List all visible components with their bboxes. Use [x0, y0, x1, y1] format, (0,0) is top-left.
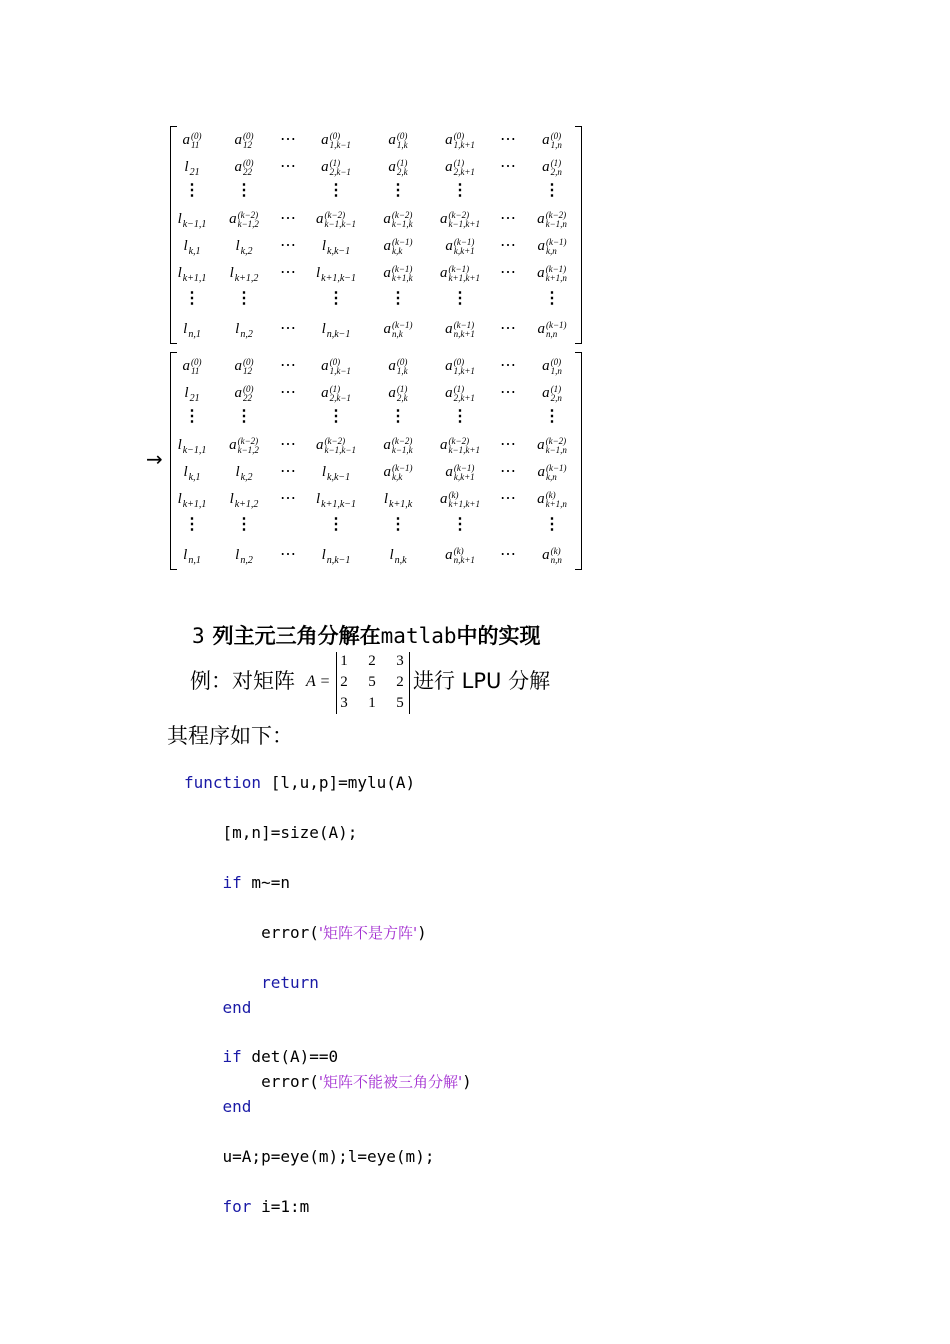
matrix-entry: ⋮ [452, 182, 468, 199]
example-matrix-entry: 1 [340, 653, 348, 669]
transform-arrow: → [146, 447, 163, 471]
matrix-entry: $l_{n,k}$ [389, 547, 407, 566]
code-text: [l,u,p]=mylu(A) [261, 773, 416, 792]
matrix-entry: a (1) 2,n [542, 157, 562, 177]
matrix-entry: a (k−2) k−1,k−1 [316, 435, 356, 455]
code-text: det(A)==0 [241, 1047, 339, 1066]
matrix-entry: ⋯ [500, 357, 516, 374]
matrix-entry: ⋮ [184, 408, 200, 425]
code-text [184, 998, 223, 1017]
matrix-entry: ⋮ [184, 182, 200, 199]
matrix-entry: $l_{21}$ [184, 159, 200, 178]
example-matrix-entry: 1 [368, 695, 376, 711]
matrix-entry: a (k) n,n [542, 545, 562, 565]
matrix-entry: $l_{n,1}$ [183, 321, 201, 340]
matrix-entry: $l_{k+1,k}$ [383, 491, 413, 510]
matrix-entry: ⋮ [452, 408, 468, 425]
matrix-entry: $l_{n,1}$ [183, 547, 201, 566]
code-text: [m,n]=size(A); [184, 823, 358, 842]
matrix-entry: a (1) 2,k+1 [445, 157, 475, 177]
matrix-entry: $l_{n,k-1}$ [321, 321, 351, 340]
matrix-entry: a (0) 11 [182, 130, 202, 150]
matrix-entry: a (k−2) k−1,k+1 [440, 435, 480, 455]
matrix-entry: ⋮ [328, 408, 344, 425]
matrix-entry: $l_{n,k-1}$ [321, 547, 351, 566]
matrix-entry: a (0) 12 [234, 356, 254, 376]
matrix-before [170, 126, 582, 344]
matrix-entry: ⋮ [544, 182, 560, 199]
matrix-entry: $l_{k+1,2}$ [229, 265, 259, 284]
matrix-row [170, 286, 582, 312]
matrix-row [170, 380, 582, 406]
matrix-entry: ⋮ [452, 516, 468, 533]
matrix-entry: a (0) 1,k−1 [321, 130, 351, 150]
matrix-entry: ⋯ [500, 436, 516, 453]
matrix-entry: $l_{k,1}$ [183, 464, 201, 483]
matrix-entry: a (k−1) k,k [383, 462, 413, 482]
matrix-entry: $l_{k-1,1}$ [177, 211, 207, 230]
example-matrix-row [337, 674, 409, 694]
example-matrix-entry: 2 [396, 674, 404, 690]
matrix-entry: a (k−2) k−1,k+1 [440, 209, 480, 229]
code-line [184, 823, 357, 843]
matrix-row [170, 206, 582, 232]
matrix-row [170, 260, 582, 286]
matrix-entry: ⋯ [500, 131, 516, 148]
code-line [184, 1147, 434, 1167]
matrix-entry: a (1) 2,n [542, 383, 562, 403]
matrix-entry: ⋯ [500, 490, 516, 507]
matrix-entry: $l_{k,2}$ [235, 464, 253, 483]
matrix-entry: a (k−1) n,n [537, 319, 567, 339]
matrix-a-label-text: A = [306, 673, 331, 690]
matrix-entry: a (k−1) k,k [383, 236, 413, 256]
matrix-entry: a (k−1) k,k+1 [445, 236, 475, 256]
code-line [184, 923, 427, 943]
code-keyword: if [222, 873, 242, 892]
matrix-entry: a (k) n,k+1 [445, 545, 475, 565]
heading-text-after: 中的实现 [456, 624, 541, 648]
matrix-entry: a (k−1) k+1,k [383, 263, 413, 283]
example-matrix-entry: 3 [396, 653, 404, 669]
matrix-entry: $l_{k+1,2}$ [229, 491, 259, 510]
code-line [184, 773, 415, 793]
matrix-entry: a (k−1) n,k+1 [445, 319, 475, 339]
matrix-entry: a (0) 22 [234, 383, 254, 403]
matrix-entry: a (k−1) k,n [537, 462, 567, 482]
matrix-entry: a (0) 1,k+1 [445, 130, 475, 150]
example-suffix: 进行 LPU 分解 [413, 669, 551, 693]
matrix-entry: ⋯ [500, 320, 516, 337]
example-prefix: 例：对矩阵 [190, 669, 295, 693]
matrix-a-label [306, 673, 330, 691]
matrix-entry: a (0) 1,k [388, 130, 408, 150]
matrix-entry: a (k−1) k+1,n [537, 263, 567, 283]
matrix-entry: ⋮ [236, 408, 252, 425]
matrix-entry: ⋯ [500, 210, 516, 227]
code-line [184, 973, 319, 993]
matrix-entry: ⋮ [328, 182, 344, 199]
matrix-row [170, 459, 582, 485]
matrix-row [170, 542, 582, 568]
code-text [184, 1097, 223, 1116]
matrix-entry: ⋯ [280, 490, 296, 507]
code-keyword: for [222, 1197, 252, 1216]
matrix-entry: a (1) 2,k [388, 157, 408, 177]
matrix-entry: $l_{k-1,1}$ [177, 437, 207, 456]
matrix-entry: $l_{k+1,1}$ [177, 491, 207, 510]
matrix-entry: a (0) 12 [234, 130, 254, 150]
code-text [184, 1197, 223, 1216]
matrix-after [170, 352, 582, 570]
matrix-entry: ⋯ [500, 237, 516, 254]
matrix-entry: a (1) 2,k−1 [321, 157, 351, 177]
matrix-entry: $l_{k,1}$ [183, 238, 201, 257]
matrix-entry: ⋮ [236, 182, 252, 199]
matrix-entry: $l_{n,2}$ [235, 547, 253, 566]
matrix-entry: $l_{k,k-1}$ [321, 464, 351, 483]
code-keyword: function [184, 773, 262, 792]
matrix-entry: ⋮ [236, 290, 252, 307]
matrix-entry: a (k) k+1,n [537, 489, 567, 509]
matrix-entry: ⋮ [390, 516, 406, 533]
code-line [184, 1197, 309, 1217]
matrix-row [170, 353, 582, 379]
matrix-entry: ⋮ [390, 182, 406, 199]
matrix-entry: $l_{k+1,1}$ [177, 265, 207, 284]
code-line [184, 998, 251, 1018]
code-text [184, 973, 261, 992]
matrix-entry: a (0) 22 [234, 157, 254, 177]
matrix-entry: ⋯ [280, 158, 296, 175]
example-matrix-entry: 2 [340, 674, 348, 690]
code-text: m~=n [241, 873, 290, 892]
matrix-entry: a (k−2) k−1,2 [229, 209, 259, 229]
example-matrix-entry: 3 [340, 695, 348, 711]
example-matrix-entry: 2 [368, 653, 376, 669]
example-matrix [336, 652, 410, 714]
heading-text-en: matlab [380, 624, 457, 648]
matrix-row [170, 178, 582, 204]
code-keyword: return [261, 973, 319, 992]
matrix-entry: ⋯ [280, 546, 296, 563]
code-text: u=A;p=eye(m);l=eye(m); [184, 1147, 435, 1166]
matrix-entry: ⋮ [184, 290, 200, 307]
matrix-entry: $l_{21}$ [184, 385, 200, 404]
matrix-entry: $l_{n,2}$ [235, 321, 253, 340]
matrix-entry: ⋮ [544, 290, 560, 307]
matrix-entry: ⋯ [500, 384, 516, 401]
matrix-entry: a (k−2) k−1,n [537, 435, 567, 455]
matrix-entry: ⋯ [280, 264, 296, 281]
matrix-entry: ⋮ [452, 290, 468, 307]
matrix-entry: $l_{k+1,k-1}$ [315, 491, 357, 510]
matrix-entry: ⋮ [236, 516, 252, 533]
matrix-entry: ⋮ [544, 516, 560, 533]
matrix-entry: ⋮ [390, 408, 406, 425]
code-text: i=1:m [251, 1197, 310, 1216]
matrix-entry: a (k−2) k−1,2 [229, 435, 259, 455]
matrix-entry: ⋯ [280, 131, 296, 148]
code-line [184, 873, 290, 893]
code-text: error( [184, 923, 319, 942]
matrix-row [170, 233, 582, 259]
code-line [184, 1047, 338, 1067]
matrix-entry: a (k−1) k+1,k+1 [440, 263, 480, 283]
matrix-entry: a (0) 1,k+1 [445, 356, 475, 376]
code-keyword: end [222, 1097, 252, 1116]
code-keyword: end [222, 998, 252, 1017]
code-keyword: if [222, 1047, 242, 1066]
example-matrix-entry: 5 [396, 695, 404, 711]
matrix-row [170, 127, 582, 153]
matrix-entry: ⋯ [500, 463, 516, 480]
matrix-entry: a (1) 2,k+1 [445, 383, 475, 403]
matrix-entry: a (0) 1,k−1 [321, 356, 351, 376]
matrix-row [170, 404, 582, 430]
matrix-entry: ⋯ [280, 384, 296, 401]
matrix-row [170, 154, 582, 180]
matrix-entry: ⋮ [390, 290, 406, 307]
matrix-entry: ⋯ [500, 264, 516, 281]
matrix-entry: ⋯ [280, 357, 296, 374]
example-matrix-entry: 5 [368, 674, 376, 690]
matrix-entry: a (k−2) k−1,k [383, 209, 413, 229]
matrix-entry: $l_{k,k-1}$ [321, 238, 351, 257]
code-line [184, 1072, 472, 1092]
heading-text-before: 列主元三角分解在 [212, 624, 381, 648]
code-string: '矩阵不是方阵' [318, 924, 418, 942]
matrix-entry: $l_{k+1,k-1}$ [315, 265, 357, 284]
matrix-entry: ⋯ [280, 237, 296, 254]
matrix-entry: a (0) 1,k [388, 356, 408, 376]
matrix-entry: a (k−2) k−1,n [537, 209, 567, 229]
code-line [184, 1097, 251, 1117]
matrix-entry: a (0) 1,n [542, 356, 562, 376]
matrix-entry: ⋯ [500, 158, 516, 175]
matrix-entry: a (k−2) k−1,k−1 [316, 209, 356, 229]
matrix-row [170, 486, 582, 512]
matrix-entry: ⋮ [328, 516, 344, 533]
section-heading [192, 620, 541, 650]
matrix-entry: ⋯ [280, 320, 296, 337]
matrix-entry: a (k−2) k−1,k [383, 435, 413, 455]
code-string: '矩阵不能被三角分解' [318, 1073, 463, 1091]
matrix-entry: ⋯ [280, 436, 296, 453]
example-matrix-row [337, 695, 409, 715]
matrix-entry: ⋯ [500, 546, 516, 563]
matrix-entry: ⋯ [280, 210, 296, 227]
matrix-row [170, 432, 582, 458]
matrix-entry: a (1) 2,k [388, 383, 408, 403]
matrix-entry: ⋮ [544, 408, 560, 425]
matrix-row [170, 316, 582, 342]
section-number: 3 [192, 624, 205, 648]
matrix-entry: $l_{k,2}$ [235, 238, 253, 257]
program-intro: 其程序如下： [167, 724, 293, 748]
code-text: error( [184, 1072, 319, 1091]
example-matrix-row [337, 653, 409, 673]
matrix-entry: a (0) 1,n [542, 130, 562, 150]
matrix-entry: ⋯ [280, 463, 296, 480]
code-text [184, 873, 223, 892]
matrix-entry: a (1) 2,k−1 [321, 383, 351, 403]
matrix-row [170, 512, 582, 538]
code-text [184, 1047, 223, 1066]
code-text: ) [417, 923, 427, 942]
matrix-entry: a (k−1) k,k+1 [445, 462, 475, 482]
matrix-entry: a (k−1) n,k [383, 319, 413, 339]
matrix-entry: a (k−1) k,n [537, 236, 567, 256]
matrix-entry: a (0) 11 [182, 356, 202, 376]
matrix-entry: ⋮ [328, 290, 344, 307]
matrix-entry: ⋮ [184, 516, 200, 533]
matrix-entry: a (k) k+1,k+1 [440, 489, 480, 509]
code-text: ) [462, 1072, 472, 1091]
